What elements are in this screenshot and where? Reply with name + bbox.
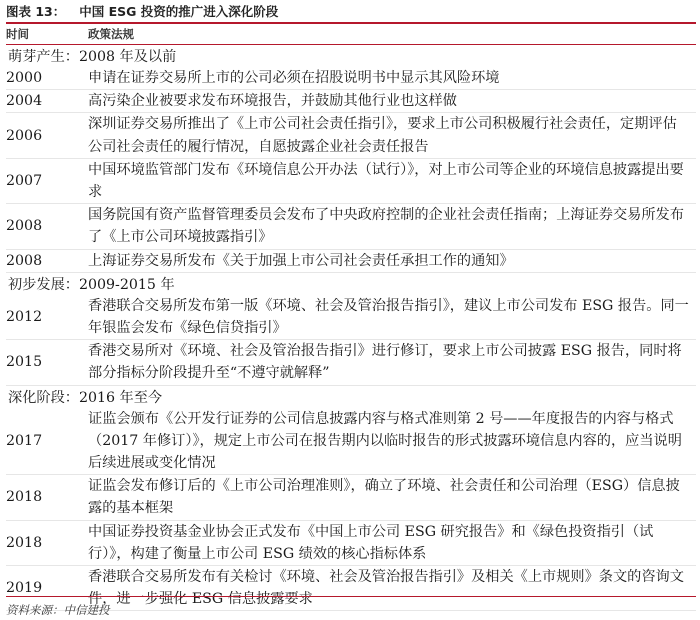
figure-label: 图表 13： (6, 4, 66, 19)
table-row (6, 295, 696, 340)
column-header (6, 24, 696, 45)
table-row (6, 90, 696, 113)
row-policy-text: 香港交易所对《环境、社会及管治报告指引》进行修订，要求上市公司披露 ESG 报告，同时将部分指标分阶段提升至“不遵守就解释” (88, 343, 682, 382)
table-row (6, 521, 696, 566)
column-header-time: 时间 (6, 27, 29, 41)
row-policy-text: 高污染企业被要求发布环境报告，并鼓励其他行业也这样做 (88, 93, 457, 110)
figure-title (6, 0, 696, 24)
row-policy-text: 中国证券投资基金业协会正式发布《中国上市公司 ESG 研究报告》和《绿色投资指引（试行）》，构建了衡量上市公司 ESG 绩效的核心指标体系 (88, 523, 654, 562)
row-policy-text: 香港联合交易所发布有关检讨《环境、社会及管治报告指引》及相关《上市规则》条文的咨询文件，进一步强化 ESG 信息披露要求 (88, 569, 684, 608)
row-year: 2006 (6, 127, 43, 144)
row-policy-text: 证监会发布修订后的《上市公司治理准则》，确立了环境、社会责任和公司治理（ESG）信息披露的基本框架 (88, 478, 680, 517)
row-policy-text: 国务院国有资产监督管理委员会发布了中央政府控制的企业社会责任指南；上海证券交易所发布了《上市公司环境披露指引》 (88, 207, 684, 246)
row-policy-text: 中国环境监管部门发布《环境信息公开办法（试行）》，对上市公司等企业的环境信息披露提出要求 (88, 161, 684, 201)
table-row (6, 67, 696, 90)
section-heading: 深化阶段：2016 年至今 (8, 389, 163, 406)
section-heading: 初步发展：2009-2015 年 (8, 276, 175, 293)
section-heading: 萌芽产生：2008 年及以前 (8, 49, 177, 65)
table-row (6, 408, 696, 476)
table-row (6, 113, 696, 158)
row-year: 2019 (6, 580, 43, 597)
row-year: 2004 (6, 93, 43, 110)
row-policy-text: 深圳证券交易所推出了《上市公司社会责任指引》，要求上市公司积极履行社会责任，定期评估公司社会责任的履行情况，自愿披露企业社会责任报告 (88, 116, 677, 155)
column-header-policy: 政策法规 (88, 27, 134, 41)
row-year: 2008 (6, 252, 43, 269)
figure-title-text: 中国 ESG 投资的推广进入深化阶段 (79, 4, 279, 19)
source-note: 资料来源：中信建投 (6, 596, 696, 618)
table-row (6, 250, 696, 273)
row-policy-text: 上海证券交易所发布《关于加强上市公司社会责任承担工作的通知》 (88, 252, 514, 269)
row-year: 2018 (6, 489, 43, 506)
row-policy-text: 香港联合交易所发布第一版《环境、社会及管治报告指引》，建议上市公司发布 ESG 报告。同一年银监会发布《绿色信贷指引》 (88, 297, 689, 337)
row-year: 2015 (6, 354, 43, 371)
row-year: 2012 (6, 309, 43, 326)
row-year: 2000 (6, 70, 43, 87)
table-row (6, 475, 696, 520)
row-year: 2018 (6, 534, 43, 551)
row-policy-text: 证监会颁布《公开发行证券的公司信息披露内容与格式准则第 2 号——年度报告的内容与格式（2017 年修订）》，规定上市公司在报告期内以临时报告的形式披露环境信息内容的，应当说明后续进展或变化情况 (88, 410, 682, 472)
policy-table (6, 45, 696, 611)
table-row (6, 159, 696, 204)
row-year: 2007 (6, 173, 43, 190)
row-policy-text: 申请在证券交易所上市的公司必须在招股说明书中显示其风险环境 (88, 70, 500, 86)
row-year: 2008 (6, 218, 43, 235)
table-row (6, 204, 696, 249)
table-row (6, 340, 696, 385)
row-year: 2017 (6, 432, 43, 449)
